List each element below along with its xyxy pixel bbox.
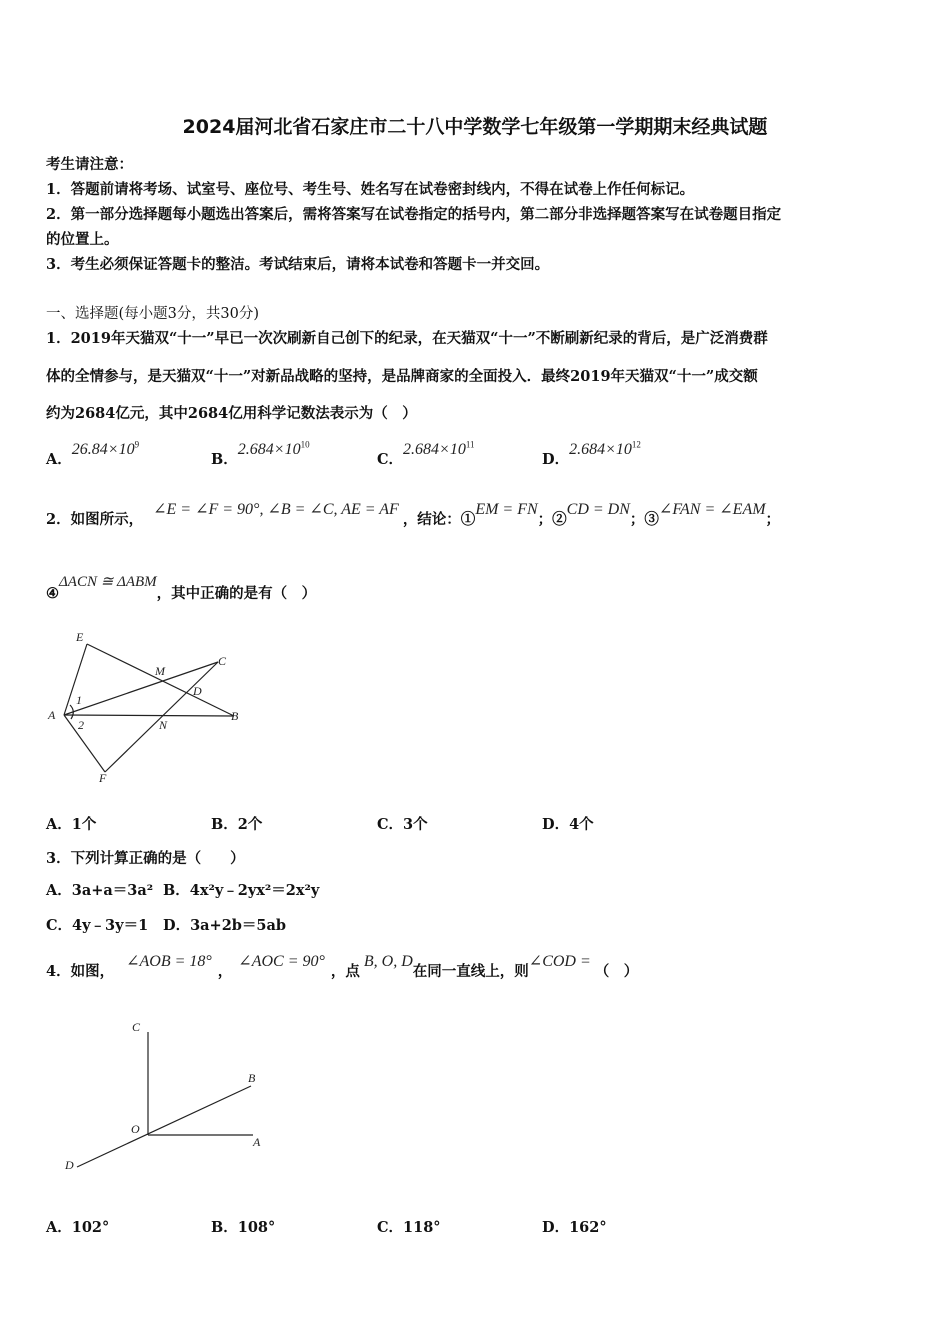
q4-option-c[interactable]: C．118° (377, 1219, 441, 1236)
label-b: B (248, 1071, 256, 1085)
option-base: 2.684×10 (237, 441, 301, 458)
q2-conclusion-2: CD = DN (566, 501, 630, 518)
label-d: D (193, 684, 202, 698)
option-label: B． (211, 451, 238, 468)
q2-option-a[interactable]: A．1个 (46, 816, 97, 833)
label-a: A (253, 1135, 261, 1149)
q1-option-d[interactable] (542, 438, 641, 468)
notice-item: 的位置上。 (46, 231, 119, 248)
q4-stem: 4．如图，∠AOB = 18°，∠AOC = 90°，点B, O, D在同一直线上，则∠COD =（ ） (46, 953, 639, 980)
notice-heading: 考生请注意： (46, 156, 133, 173)
q1-option-b[interactable] (211, 438, 310, 468)
segment-af (64, 715, 105, 772)
notice-item: 1．答题前请将考场、试室号、座位号、考生号、姓名写在试卷密封线内，不得在试卷上作任何标记。 (46, 181, 695, 198)
label-1: 1 (76, 693, 82, 707)
q1-line: 1．2019年天猫双“十一”早已一次次刷新自己创下的纪录，在天猫双“十一”不断刷新纪录的背后，是广泛消费群 (46, 330, 768, 347)
segment-eb (87, 644, 234, 716)
label-m: M (155, 664, 165, 678)
q3-option-d[interactable]: D．3a+2b＝5ab (163, 917, 287, 934)
option-label: D． (542, 451, 570, 468)
q2-conclusion-1: EM = FN (475, 501, 538, 518)
q1-line: 体的全情参与，是天猫双“十一”对新品战略的坚持，是品牌商家的全面投入．最终2019年天猫双“十一”成交额 (46, 368, 758, 385)
line-bd (77, 1086, 251, 1167)
option-exp: 11 (465, 439, 475, 450)
segment-fc (105, 662, 218, 772)
option-exp: 9 (134, 439, 140, 450)
option-exp: 10 (300, 439, 310, 450)
label-e: E (76, 630, 84, 644)
q4-points: B, O, D (363, 953, 413, 970)
q2-conclusion-3: ∠FAN = ∠EAM (658, 501, 766, 518)
q1-line: 约为2684亿元，其中2684亿用科学记数法表示为（ ） (46, 405, 417, 422)
option-exp: 12 (631, 439, 641, 450)
q2-condition: ∠E = ∠F = 90°, ∠B = ∠C, AE = AF (153, 501, 399, 518)
q4-option-d[interactable]: D．162° (542, 1219, 607, 1236)
label-2: 2 (78, 718, 84, 732)
q1-option-a[interactable] (46, 438, 140, 468)
q4-figure (55, 1012, 275, 1177)
option-base: 2.684×10 (569, 441, 632, 458)
q4-option-b[interactable]: B．108° (211, 1219, 276, 1236)
option-label: A． (46, 451, 72, 468)
label-f: F (99, 771, 107, 785)
label-c: C (218, 654, 227, 668)
q4-condition-2: ∠AOC = 90° (238, 953, 325, 970)
q3-stem: 3．下列计算正确的是（ ） (46, 850, 245, 867)
label-a: A (48, 708, 56, 722)
segment-ab (64, 715, 234, 716)
q3-option-a[interactable]: A．3a+a＝3a² (46, 882, 154, 899)
q2-conclusion-4: ΔACN ≅ ΔABM (59, 574, 157, 590)
q2-option-d[interactable]: D．4个 (542, 816, 594, 833)
q4-condition-1: ∠AOB = 18° (126, 953, 212, 970)
q2-figure (40, 625, 260, 790)
q2-option-c[interactable]: C．3个 (377, 816, 428, 833)
q3-option-b[interactable]: B．4x²y﹣2yx²＝2x²y (163, 882, 320, 899)
q2-stem-line2: ④ΔACN ≅ ΔABM，其中正确的是有（ ） (46, 574, 317, 602)
q1-option-c[interactable] (377, 438, 475, 468)
notice-item: 2．第一部分选择题每小题选出答案后，需将答案写在试卷指定的括号内，第二部分非选择题答案写在试卷题目指定 (46, 206, 782, 223)
q3-option-c[interactable]: C．4y﹣3y＝1 (46, 917, 149, 934)
label-c: C (132, 1020, 141, 1034)
label-n: N (159, 718, 168, 732)
label-b: B (231, 709, 239, 723)
option-base: 26.84×10 (71, 441, 135, 458)
page-title: 2024届河北省石家庄市二十八中学数学七年级第一学期期末经典试题 (182, 116, 768, 138)
option-label: C． (377, 451, 404, 468)
notice-item: 3．考生必须保证答题卡的整洁。考试结束后，请将本试卷和答题卡一并交回。 (46, 256, 550, 273)
section-heading: 一、选择题(每小题3分，共30分) (46, 306, 259, 322)
label-o: O (131, 1122, 140, 1136)
option-base: 2.684×10 (403, 441, 466, 458)
q2-stem: 2．如图所示，∠E = ∠F = 90°, ∠B = ∠C, AE = AF，结论：①EM = FN；②CD = DN；③∠FAN = ∠EAM； (46, 501, 781, 528)
q4-target: ∠COD = (528, 953, 591, 970)
q4-option-a[interactable]: A．102° (46, 1219, 110, 1236)
q2-option-b[interactable]: B．2个 (211, 816, 263, 833)
label-d: D (65, 1158, 74, 1172)
